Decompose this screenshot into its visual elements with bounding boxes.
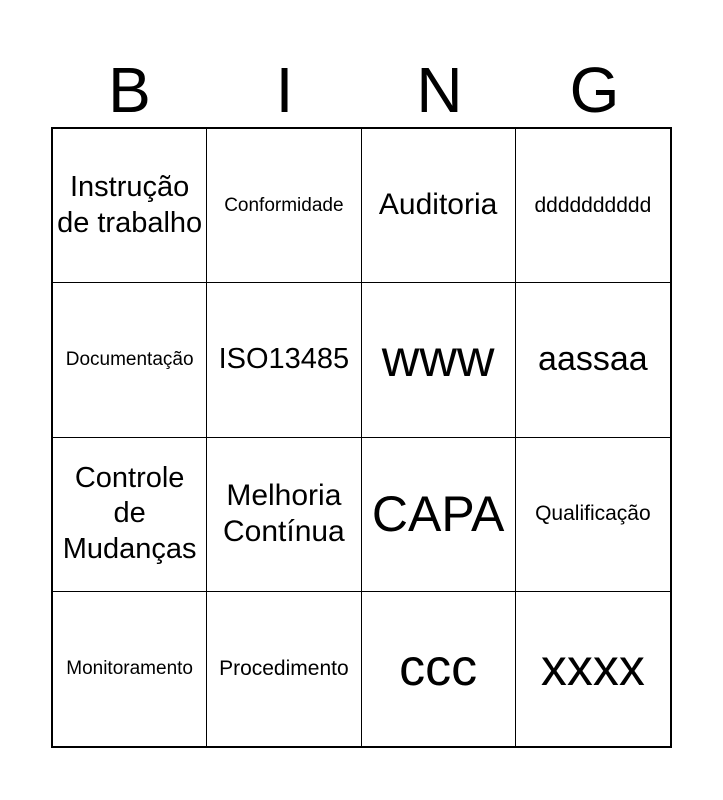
bingo-cell[interactable]: dddddddddd bbox=[516, 129, 670, 283]
bingo-cell[interactable]: Auditoria bbox=[362, 129, 516, 283]
bingo-cell[interactable]: Monitoramento bbox=[53, 592, 207, 746]
header-letter-b: B bbox=[108, 54, 151, 126]
bingo-board bbox=[51, 127, 672, 748]
bingo-cell[interactable]: Melhoria Contínua bbox=[207, 438, 361, 592]
bingo-cell[interactable]: Qualificação bbox=[516, 438, 670, 592]
header-letter-i: I bbox=[275, 54, 294, 126]
bingo-header bbox=[52, 52, 672, 128]
bingo-cell[interactable]: Controle de Mudanças bbox=[53, 438, 207, 592]
bingo-cell[interactable]: Documentação bbox=[53, 283, 207, 437]
header-letter-n: N bbox=[416, 54, 463, 126]
bingo-cell[interactable]: www bbox=[362, 283, 516, 437]
bingo-cell[interactable]: ccc bbox=[362, 592, 516, 746]
bingo-cell[interactable]: ISO13485 bbox=[207, 283, 361, 437]
bingo-cell[interactable]: xxxx bbox=[540, 639, 645, 698]
bingo-cell[interactable]: aassaa bbox=[516, 283, 670, 437]
bingo-cell[interactable]: Conformidade bbox=[207, 129, 361, 283]
header-letter-g: G bbox=[569, 54, 620, 126]
bingo-cell[interactable]: CAPA bbox=[362, 438, 516, 592]
bingo-cell[interactable]: Instrução de trabalho bbox=[53, 129, 207, 283]
bingo-cell[interactable]: Procedimento bbox=[207, 592, 361, 746]
